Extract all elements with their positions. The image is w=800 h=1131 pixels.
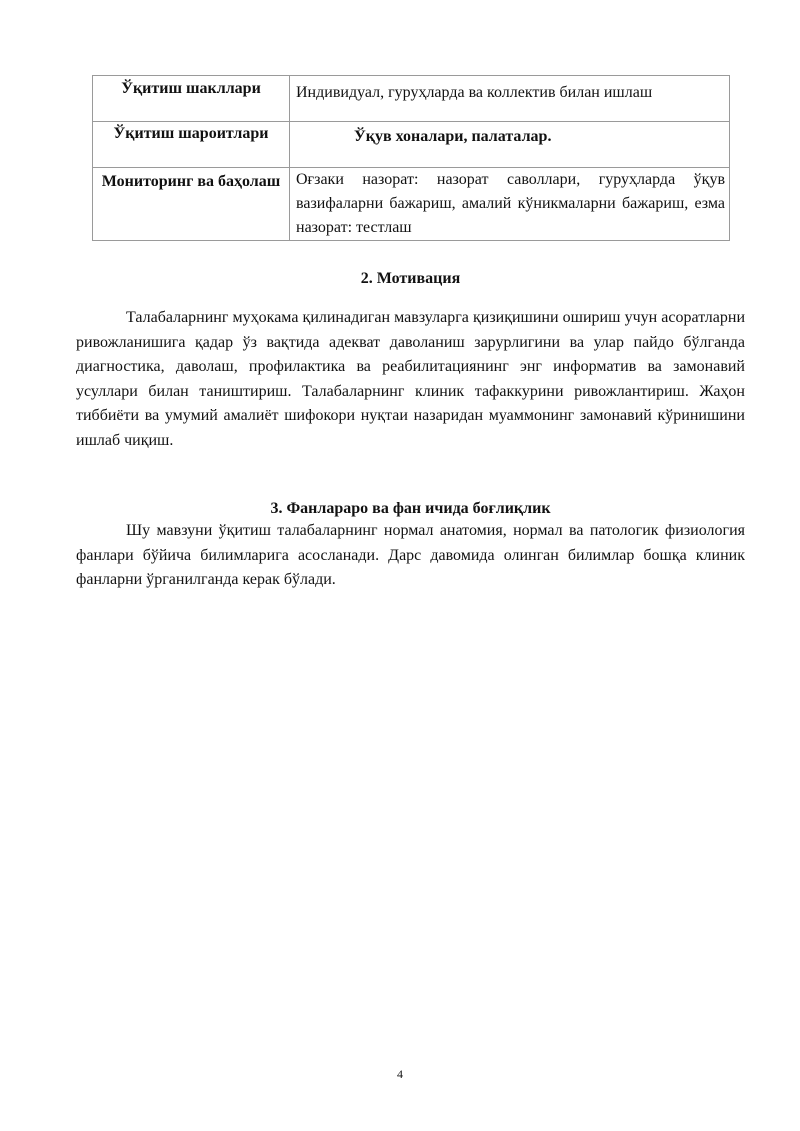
row-value: [290, 76, 730, 122]
section-heading-motivation: 2. Мотивация: [360, 270, 461, 287]
row-label-text: Ўқитиш шароитлари: [113, 125, 269, 142]
row-value-text: Индивидуал, гуруҳларда ва коллектив билан ишлаш: [296, 84, 653, 101]
paragraph-interdisciplinary: Шу мавзуни ўқитиш талабаларнинг нормал анатомия, нормал ва патологик физиология фанлари бўйича билимларига асосланади. Дарс давомида олинган билимлар бошқа клиник фанларни ўрганилганда керак бўлади.: [76, 522, 745, 588]
table-row: [93, 76, 730, 122]
paragraph-motivation: Талабаларнинг муҳокама қилинадиган мавзуларга қизиқишини ошириш учун асоратларни ривожланишига қадар ўз вақтида адекват даволаниш зарурлигини ва улар пайдо бўлганда диагностика, даволаш, профилактика ва реабилитациянинг энг информатив ва замонавий усуллари билан таништириш. Талабаларнинг клиник тафаккурини ривожлантириш. Жаҳон тиббиёти ва умумий амалиёт шифокори нуқтаи назаридан муаммонинг замонавий кўринишини ишлаб чиқиш.: [76, 309, 745, 449]
row-label-text: Ўқитиш шакллари: [121, 80, 261, 97]
table-row: [93, 168, 730, 241]
table-row: [93, 122, 730, 168]
row-label-text: Мониторинг ва баҳолаш: [101, 173, 281, 190]
section-heading-interdisciplinary: 3. Фанлараро ва фан ичида боғлиқлик: [270, 500, 551, 517]
row-label: [93, 76, 290, 122]
page-number: 4: [397, 1067, 403, 1081]
row-value-text: Ўқув хоналари, палаталар.: [354, 128, 552, 145]
row-label: [93, 168, 290, 241]
row-value: [290, 122, 730, 168]
row-value-text: Оғзаки назорат: назорат саволлари, гуруҳларда ўқув вазифаларни бажариш, амалий кўникмаларни бажариш, езма назорат: тестлаш: [296, 171, 725, 236]
row-value: [290, 168, 730, 241]
lesson-info-table: [92, 75, 730, 241]
row-label: [93, 122, 290, 168]
